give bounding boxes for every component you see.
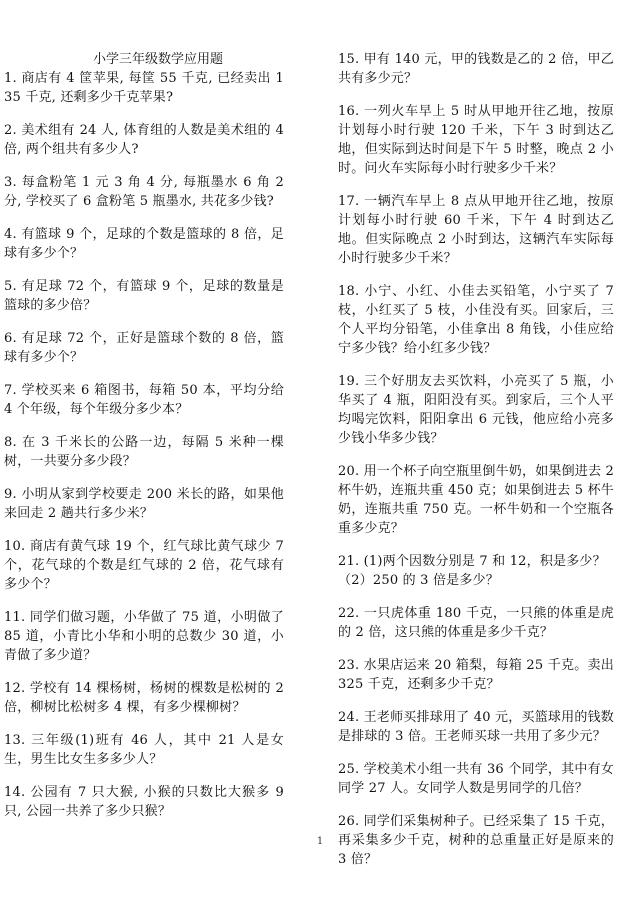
page-title: 小学三年级数学应用题 bbox=[92, 52, 223, 67]
question-17: 17. 一辆汽车早上 8 点从甲地开往乙地，按原计划每小时行驶 60 千米，下午 4 时到达乙地。但实际晚点 2 小时到达，这辆汽车实际每小时行驶多少千米？ bbox=[338, 194, 614, 266]
question-4: 4. 有篮球 9 个，足球的个数是篮球的 8 倍，足球有多少个？ bbox=[4, 227, 284, 261]
question-20: 20. 用一个杯子向空瓶里倒牛奶，如果倒进去 2 杯牛奶，连瓶共重 450 克；如果倒进去 5 杯牛奶，连瓶共重 750 克。一杯牛奶和一个空瓶各重多少克？ bbox=[338, 464, 615, 536]
question-6: 6. 有足球 72 个，正好是篮球个数的 8 倍，篮球有多少个？ bbox=[4, 331, 284, 365]
question-2: 2. 美术组有 24 人, 体育组的人数是美术组的 4 倍, 两个组共有多少人? bbox=[4, 123, 284, 157]
right-column bbox=[338, 50, 614, 869]
question-24: 24. 王老师买排球用了 40 元，买篮球用的钱数是排球的 3 倍。王老师买球一共用了多少元？ bbox=[338, 710, 614, 744]
question-19: 19. 三个好朋友去买饮料，小亮买了 5 瓶，小华买了 4 瓶，阳阳没有买。到家后，三个人平均喝完饮料，阳阳拿出 6 元钱，他应给小亮多少钱小华多少钱？ bbox=[338, 374, 614, 446]
question-15: 15. 甲有 140 元，甲的钱数是乙的 2 倍，甲乙共有多少元？ bbox=[338, 52, 614, 86]
page-number: 1 bbox=[316, 836, 324, 847]
left-column bbox=[4, 50, 284, 821]
question-21-part-1: 21. (1)两个因数分别是 7 和 12，积是多少？ bbox=[338, 554, 606, 569]
question-1: 1. 商店有 4 筐苹果, 每筐 55 千克, 已经卖出 135 千克, 还剩多少千克苹果? bbox=[4, 71, 284, 105]
question-7: 7. 学校买来 6 箱图书，每箱 50 本，平均分给 4 个年级，每个年级分多少本？ bbox=[4, 383, 284, 417]
question-22: 22. 一只虎体重 180 千克，一只熊的体重是虎的 2 倍，这只熊的体重是多少千克？ bbox=[338, 606, 614, 640]
question-11: 11. 同学们做习题，小华做了 75 道，小明做了 85 道，小青比小华和小明的总数少 30 道，小青做了多少道？ bbox=[4, 610, 284, 663]
question-10: 10. 商店有黄气球 19 个，红气球比黄气球少 7 个，花气球的个数是红气球的 2 倍，花气球有多少个？ bbox=[4, 539, 284, 592]
question-8: 8. 在 3 千米长的公路一边，每隔 5 米种一棵树，一共要分多少段？ bbox=[4, 435, 284, 469]
question-23: 23. 水果店运来 20 箱梨，每箱 25 千克。卖出 325 千克，还剩多少千克？ bbox=[338, 658, 614, 692]
question-9: 9. 小明从家到学校要走 200 米长的路，如果他来回走 2 趟共行多少米？ bbox=[4, 487, 284, 521]
question-5: 5. 有足球 72 个，有篮球 9 个，足球的数量是篮球的多少倍？ bbox=[4, 279, 284, 313]
question-13: 13. 三年级(1)班有 46 人，其中 21 人是女生，男生比女生多多少人？ bbox=[4, 733, 284, 767]
question-18: 18. 小宁、小红、小佳去买铅笔，小宁买了 7 枝，小红买了 5 枝，小佳没有买。回家后，三个人平均分铅笔，小佳拿出 8 角钱，小佳应给宁多少钱？给小红多少钱？ bbox=[338, 284, 614, 356]
question-25: 25. 学校美术小组一共有 36 个同学，其中有女同学 27 人。女同学人数是男同学的几倍？ bbox=[338, 762, 614, 796]
question-3: 3. 每盒粉笔 1 元 3 角 4 分, 每瓶墨水 6 角 2 分, 学校买了 6 盒粉笔 5 瓶墨水, 共花多少钱? bbox=[4, 175, 284, 209]
question-16: 16. 一列火车早上 5 时从甲地开往乙地，按原计划每小时行驶 120 千米，下午 3 时到达乙地，但实际到达时间是下午 5 时整，晚点 2 小时。问火车实际每小时行驶多少千米？ bbox=[338, 104, 614, 176]
question-21-part-2: （2）250 的 3 倍是多少？ bbox=[338, 573, 499, 588]
question-14: 14. 公园有 7 只大猴, 小猴的只数比大猴多 9 只, 公园一共养了多少只猴？ bbox=[4, 785, 284, 819]
question-26: 26. 同学们采集树种子。已经采集了 15 千克，再采集多少千克，树种的总重量正好是原来的 3 倍？ bbox=[338, 814, 614, 867]
question-12: 12. 学校有 14 棵杨树，杨树的棵数是松树的 2 倍，柳树比松树多 4 棵，有多少棵柳树？ bbox=[4, 681, 284, 715]
